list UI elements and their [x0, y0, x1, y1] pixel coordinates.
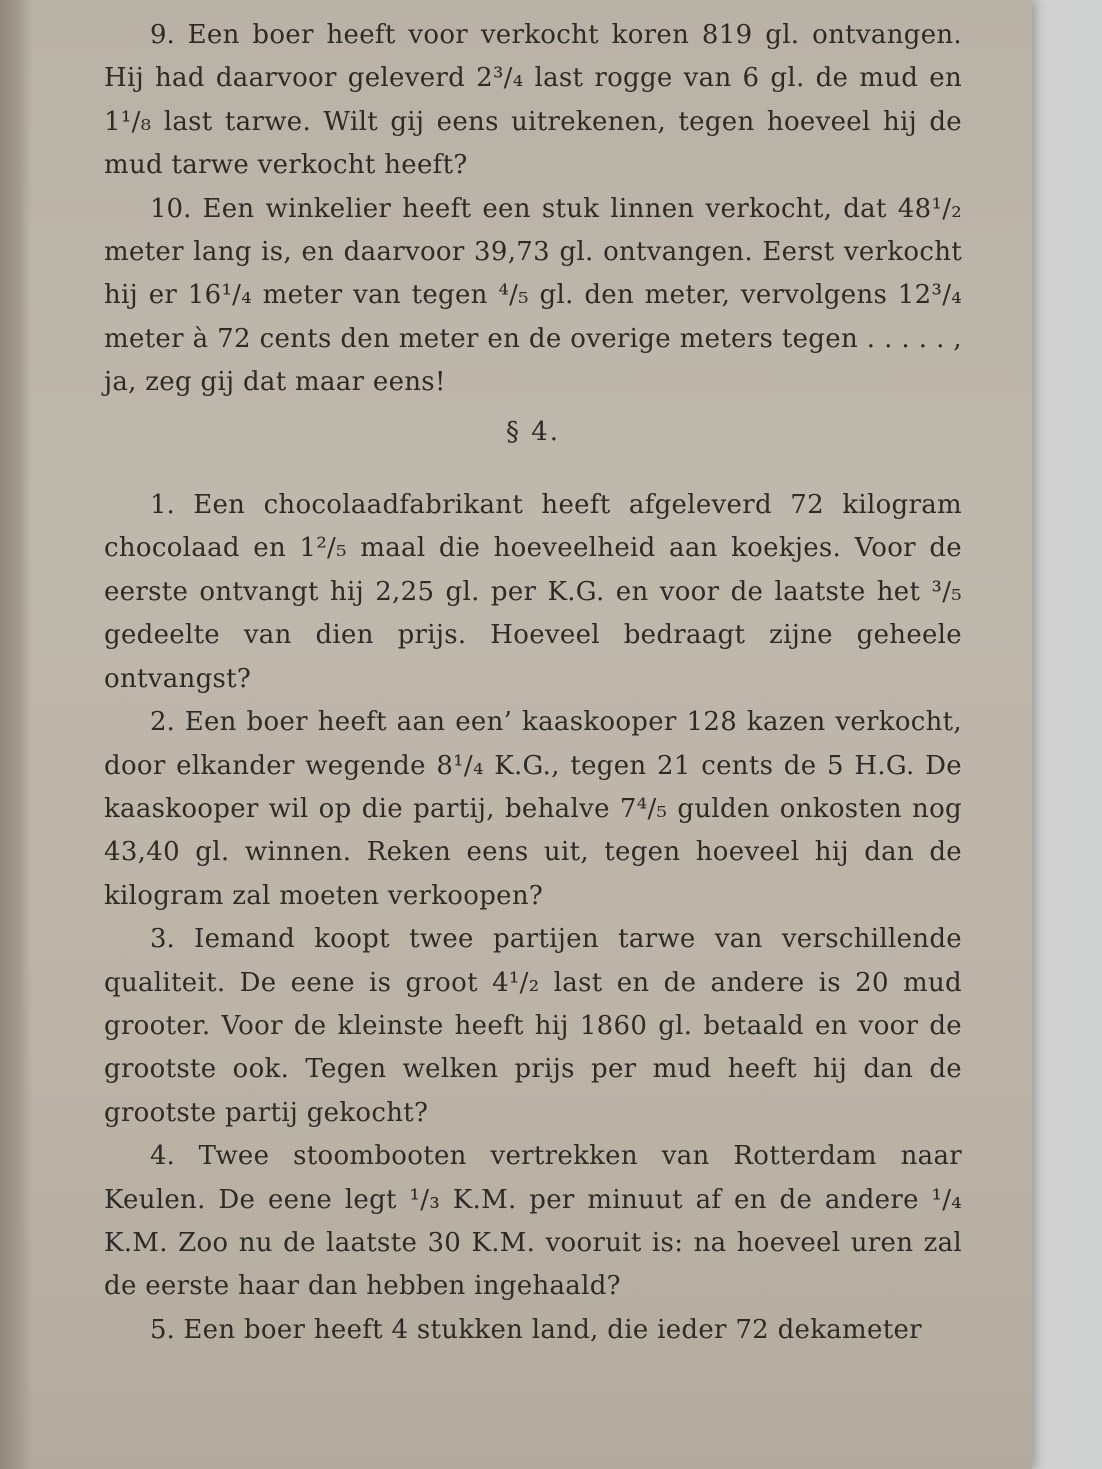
- exercise-number: 10.: [150, 193, 192, 224]
- exercise-9: [104, 14, 962, 188]
- exercise-text: Een boer heeft aan een’ kaaskooper 128 kazen verkocht, door elkander wegende 8¹/₄ K.G., tegen 21 cents de 5 H.G. De kaaskooper wil op die partij, behalve 7⁴/₅ gulden onkosten nog 43,40 gl. winnen. Reken eens uit, tegen hoeveel hij dan de kilogram zal moeten verkoopen?: [104, 707, 962, 911]
- exercise-5: [104, 1309, 962, 1352]
- section-heading: § 4.: [505, 416, 561, 447]
- page-text: [104, 14, 962, 1352]
- exercise-text: Een chocolaadfabrikant heeft afgeleverd 72 kilogram chocolaad en 1²/₅ maal die hoeveelheid aan koekjes. Voor de eerste ontvangt hij 2,25 gl. per K.G. en voor de laatste het ³/₅ gedeelte van dien prijs. Hoeveel bedraagt zijne geheele ontvangst?: [104, 490, 962, 694]
- exercise-number: 5.: [150, 1314, 175, 1345]
- exercise-number: 2.: [150, 707, 175, 738]
- exercise-text: Een winkelier heeft een stuk linnen verkocht, dat 48¹/₂ meter lang is, en daarvoor 39,73 gl. ontvangen. Eerst verkocht hij er 16¹/₄ meter van tegen ⁴/₅ gl. den meter, vervolgens 12³/₄ meter à 72 cents den meter en de overige meters tegen . . . . . , ja, zeg gij dat maar eens!: [104, 193, 962, 398]
- exercise-3: [104, 918, 962, 1135]
- exercise-number: 9.: [150, 20, 175, 50]
- exercise-2: [104, 701, 962, 918]
- exercise-number: 3.: [150, 924, 175, 955]
- exercise-4: [104, 1135, 962, 1309]
- exercise-10: [104, 188, 962, 405]
- exercise-text: Een boer heeft voor verkocht koren 819 gl. ontvangen. Hij had daarvoor geleverd 2³/₄ last rogge van 6 gl. de mud en 1¹/₈ last tarwe. Wilt gij eens uitrekenen, tegen hoeveel hij de mud tarwe verkocht heeft?: [104, 20, 962, 181]
- exercise-text: Twee stoombooten vertrekken van Rotterdam naar Keulen. De eene legt ¹/₃ K.M. per minuut af en de andere ¹/₄ K.M. Zoo nu de laatste 30 K.M. vooruit is: na hoeveel uren zal de eerste haar dan hebben ingehaald?: [104, 1141, 962, 1302]
- exercise-text: Een boer heeft 4 stukken land, die ieder 72 dekameter: [183, 1314, 922, 1345]
- exercise-1: [104, 484, 962, 701]
- exercise-number: 4.: [150, 1141, 175, 1172]
- exercise-text: Iemand koopt twee partijen tarwe van verschillende qualiteit. De eene is groot 4¹/₂ last en de andere is 20 mud grooter. Voor de kleinste heeft hij 1860 gl. betaald en voor de grootste ook. Tegen welken prijs per mud heeft hij dan de grootste partij gekocht?: [104, 924, 962, 1128]
- page-gutter: [0, 0, 32, 1469]
- exercise-number: 1.: [150, 490, 175, 521]
